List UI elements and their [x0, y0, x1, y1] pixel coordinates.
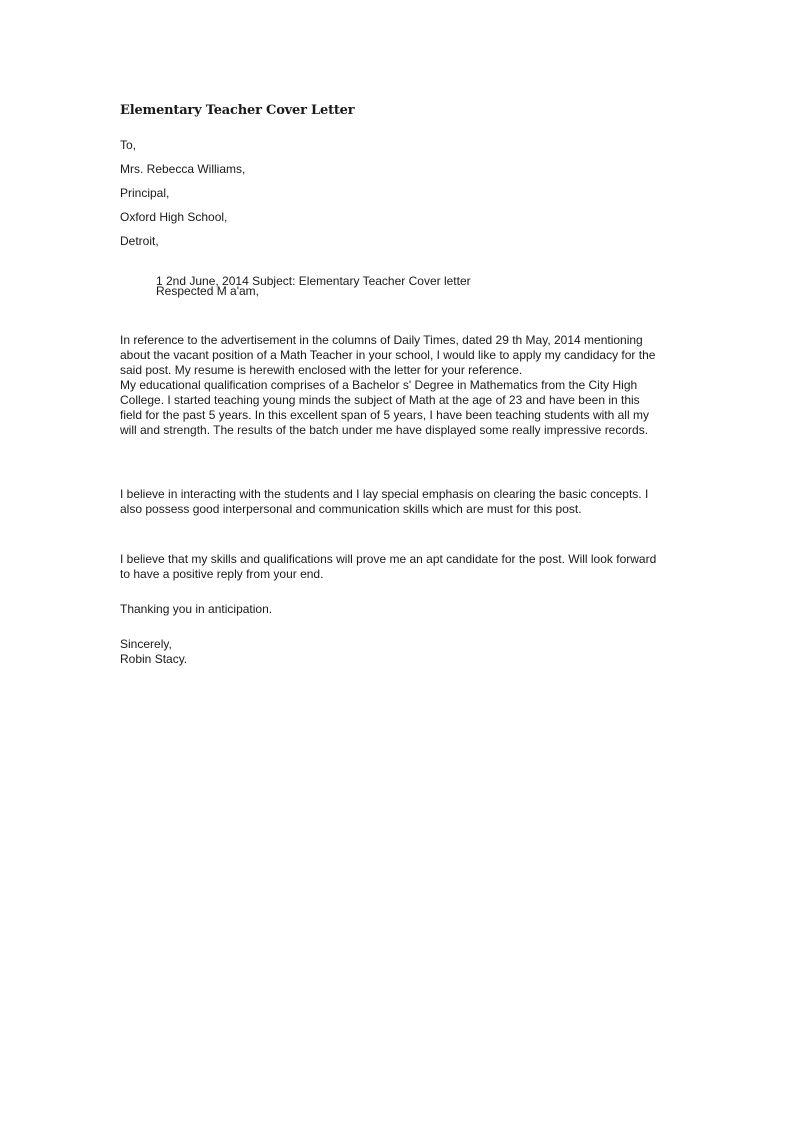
address-position: Principal, — [120, 186, 170, 200]
address-school: Oxford High School, — [120, 210, 228, 224]
body-paragraph-1-part-1: In reference to the advertisement in the columns of Daily Times, dated 29 th May, 2014 mentioning about the vacant position of a Math Teacher in your school, I would like to apply my candidacy for the said post. My resume is herewith enclosed with the letter for your reference. — [120, 333, 656, 377]
salutation: Respected M a'am, — [156, 284, 260, 298]
document-title: Elementary Teacher Cover Letter — [120, 103, 355, 118]
address-name: Mrs. Rebecca Williams, — [120, 162, 246, 176]
closing-sign-off: Sincerely, — [120, 637, 172, 651]
closing-signer: Robin Stacy. — [120, 652, 188, 666]
address-city: Detroit, — [120, 234, 159, 248]
address-to: To, — [120, 138, 137, 152]
body-paragraph-1 — [120, 333, 665, 438]
date-subject-line: 1 2nd June, 2014 Subject: Elementary Teacher Cover letter — [156, 274, 471, 288]
body-paragraph-4: Thanking you in anticipation. — [120, 602, 273, 616]
body-paragraph-2: I believe in interacting with the students and I lay special emphasis on clearing the basic concepts. I also possess good interpersonal and communication skills which are must for this post. — [120, 487, 649, 516]
body-paragraph-1-part-2: My educational qualification comprises of a Bachelor s' Degree in Mathematics from the City High College. I started teaching young minds the subject of Math at the age of 23 and have been in this field for the past 5 years. In this excellent span of 5 years, I have been teaching students with all my will and strength. The results of the batch under me have displayed some really impressive records. — [120, 378, 649, 437]
body-paragraph-3: I believe that my skills and qualifications will prove me an apt candidate for the post. Will look forward to have a positive reply from your end. — [120, 552, 657, 581]
